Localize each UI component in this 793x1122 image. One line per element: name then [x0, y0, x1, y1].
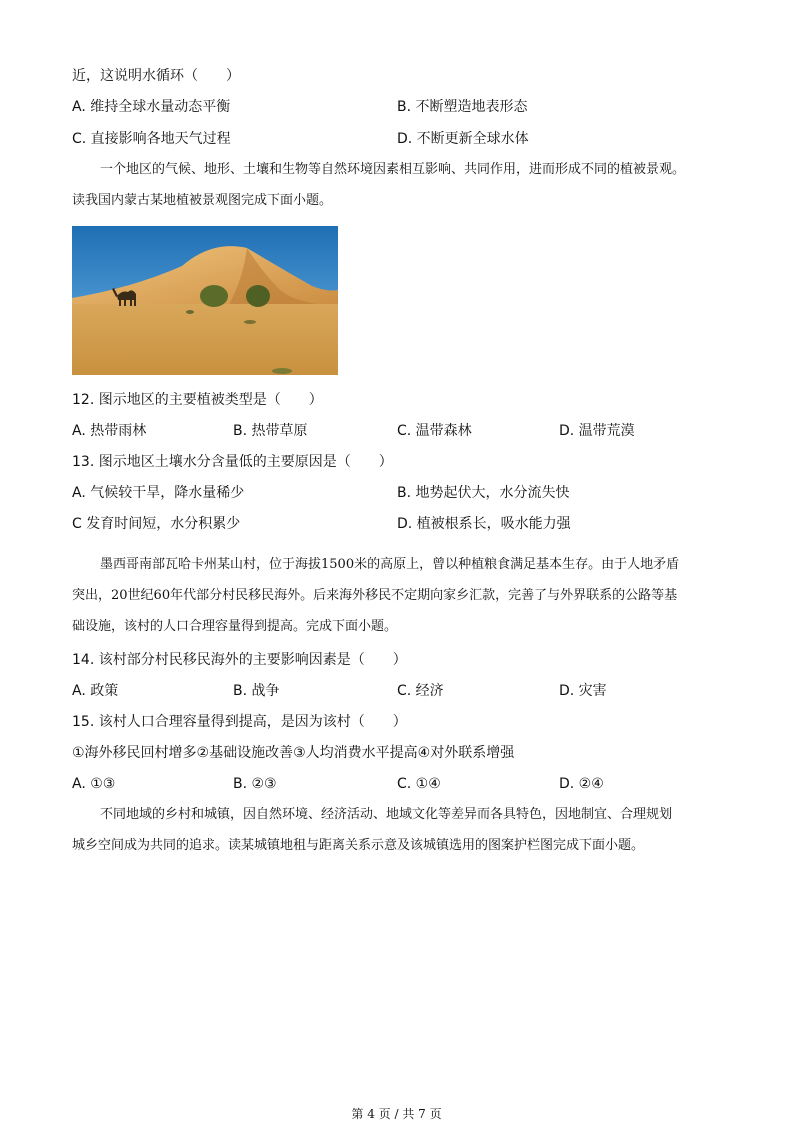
q13-option-c: C 发育时间短，水分积累少 [72, 516, 241, 532]
q14-option-c: C. 经济 [397, 683, 444, 699]
q15-option-a: A. ①③ [72, 776, 116, 792]
page-footer: 第 4 页 / 共 7 页 [351, 1107, 442, 1121]
passage-urban-line1: 不同地域的乡村和城镇，因自然环境、经济活动、地域文化等差异而各具特色，因地制宜、合理规划 [100, 807, 673, 822]
passage-migration-line2: 突出，20世纪60年代部分村民移民海外。后来海外移民不定期向家乡汇款，完善了与外界联系的公路等基 [72, 588, 678, 603]
q14-stem: 14. 该村部分村民移民海外的主要影响因素是（ ） [72, 652, 407, 668]
q12-option-d: D. 温带荒漠 [559, 423, 635, 439]
q11-option-c: C. 直接影响各地天气过程 [72, 131, 231, 147]
desert-ground [72, 304, 338, 375]
q15-option-b: B. ②③ [233, 776, 277, 792]
shrub-right [246, 285, 270, 307]
small-shrub [186, 310, 194, 314]
passage-urban-planning [72, 799, 722, 861]
q12-option-a: A. 热带雨林 [72, 423, 147, 439]
q15-statements: ①海外移民回村增多②基础设施改善③人均消费水平提高④对外联系增强 [72, 745, 515, 761]
passage-vegetation [72, 154, 722, 216]
passage-migration-line3: 础设施，该村的人口合理容量得到提高。完成下面小题。 [72, 619, 398, 634]
passage-vegetation-line1: 一个地区的气候、地形、土壤和生物等自然环境因素相互影响、共同作用，进而形成不同的植被景观。 [100, 162, 686, 177]
q12-option-c: C. 温带森林 [397, 423, 472, 439]
shrub-left [200, 285, 228, 307]
q15-option-c: C. ①④ [397, 776, 441, 792]
q13-option-a: A. 气候较干旱，降水量稀少 [72, 485, 245, 501]
q13-option-b: B. 地势起伏大，水分流失快 [397, 485, 570, 501]
small-shrub [272, 368, 292, 374]
q12-option-b: B. 热带草原 [233, 423, 308, 439]
q11-stem-tail: 近，这说明水循环（ ） [72, 68, 240, 84]
q13-stem: 13. 图示地区土壤水分含量低的主要原因是（ ） [72, 454, 393, 470]
small-shrub [244, 320, 256, 324]
q14-option-d: D. 灾害 [559, 683, 607, 699]
q11-option-a: A. 维持全球水量动态平衡 [72, 99, 231, 115]
q12-stem: 12. 图示地区的主要植被类型是（ ） [72, 392, 323, 408]
passage-urban-line2: 城乡空间成为共同的追求。读某城镇地租与距离关系示意及该城镇选用的图案护栏图完成下面小题。 [72, 838, 645, 853]
q11-option-d: D. 不断更新全球水体 [397, 131, 529, 147]
passage-vegetation-line2: 读我国内蒙古某地植被景观图完成下面小题。 [72, 193, 333, 208]
passage-migration [72, 549, 722, 642]
q11-option-b: B. 不断塑造地表形态 [397, 99, 528, 115]
q15-option-d: D. ②④ [559, 776, 604, 792]
q14-option-a: A. 政策 [72, 683, 119, 699]
q13-option-d: D. 植被根系长，吸水能力强 [397, 516, 571, 532]
q14-option-b: B. 战争 [233, 683, 280, 699]
desert-landscape-photo [72, 226, 338, 375]
passage-migration-line1: 墨西哥南部瓦哈卡州某山村，位于海拔1500米的高原上，曾以种植粮食满足基本生存。由于人地矛盾 [100, 557, 680, 572]
q15-stem: 15. 该村人口合理容量得到提高，是因为该村（ ） [72, 714, 407, 730]
